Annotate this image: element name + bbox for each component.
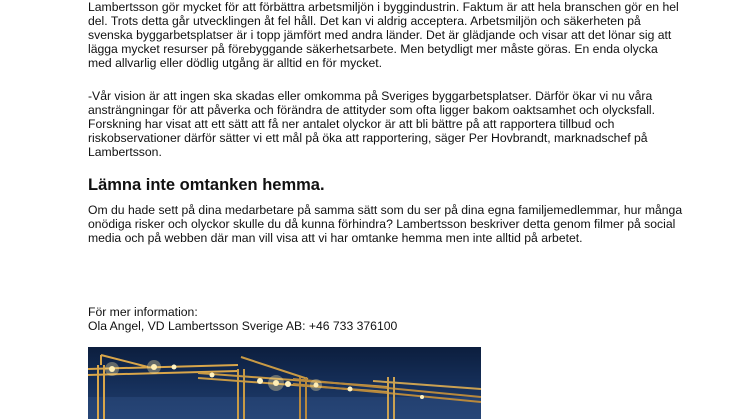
cranes-illustration	[88, 347, 481, 419]
body-paragraph-3: Om du hade sett på dina medarbetare på samma sätt som du ser på dina egna familjemedlemmar, hur många onödiga risker och olyckor skulle du då kunna förhindra? Lambertsson beskriver detta genom filmer på social media och på webben där man vill visa att vi har omtanke hemma men inte alltid på arbetet.	[88, 203, 683, 245]
contact-info: För mer information: Ola Angel, VD Lambertsson Sverige AB: +46 733 376100	[88, 305, 398, 333]
horizon-haze	[88, 397, 481, 419]
body-paragraph-2: -Vår vision är att ingen ska skadas eller omkomma på Sveriges byggarbetsplatser. Därför ökar vi nu våra ansträngningar för att påverka och förändra de attityder som ofta ligger bakom oaktsamhet och olycksfall. Forskning har visat att ett sätt att få ner antalet olyckor är att bli bättre på att rapportera tillbud och riskobservationer därför sätter vi ett mål på öka att rapportering, säger Per Hovbrandt, marknadschef på Lambertsson.	[88, 89, 656, 159]
body-paragraph-1: Lambertsson gör mycket för att förbättra arbetsmiljön i byggindustrin. Faktum är att hela branschen gör en hel del. Trots detta går utvecklingen åt fel håll. Det kan vi aldrig acceptera. Arbetsmiljön och säkerheten på svenska byggarbetsplatser är i topp jämfört med andra länder. Det är glädjande och visar att det lönar sig att lägga mycket resurser på förebyggande säkerhetsarbete. Men betydligt mer måste göras. En enda olycka med allvarlig eller dödlig utgång är alltid en för mycket.	[88, 0, 679, 70]
section-heading: Lämna inte omtanken hemma.	[88, 176, 325, 194]
construction-cranes-photo	[88, 347, 481, 419]
